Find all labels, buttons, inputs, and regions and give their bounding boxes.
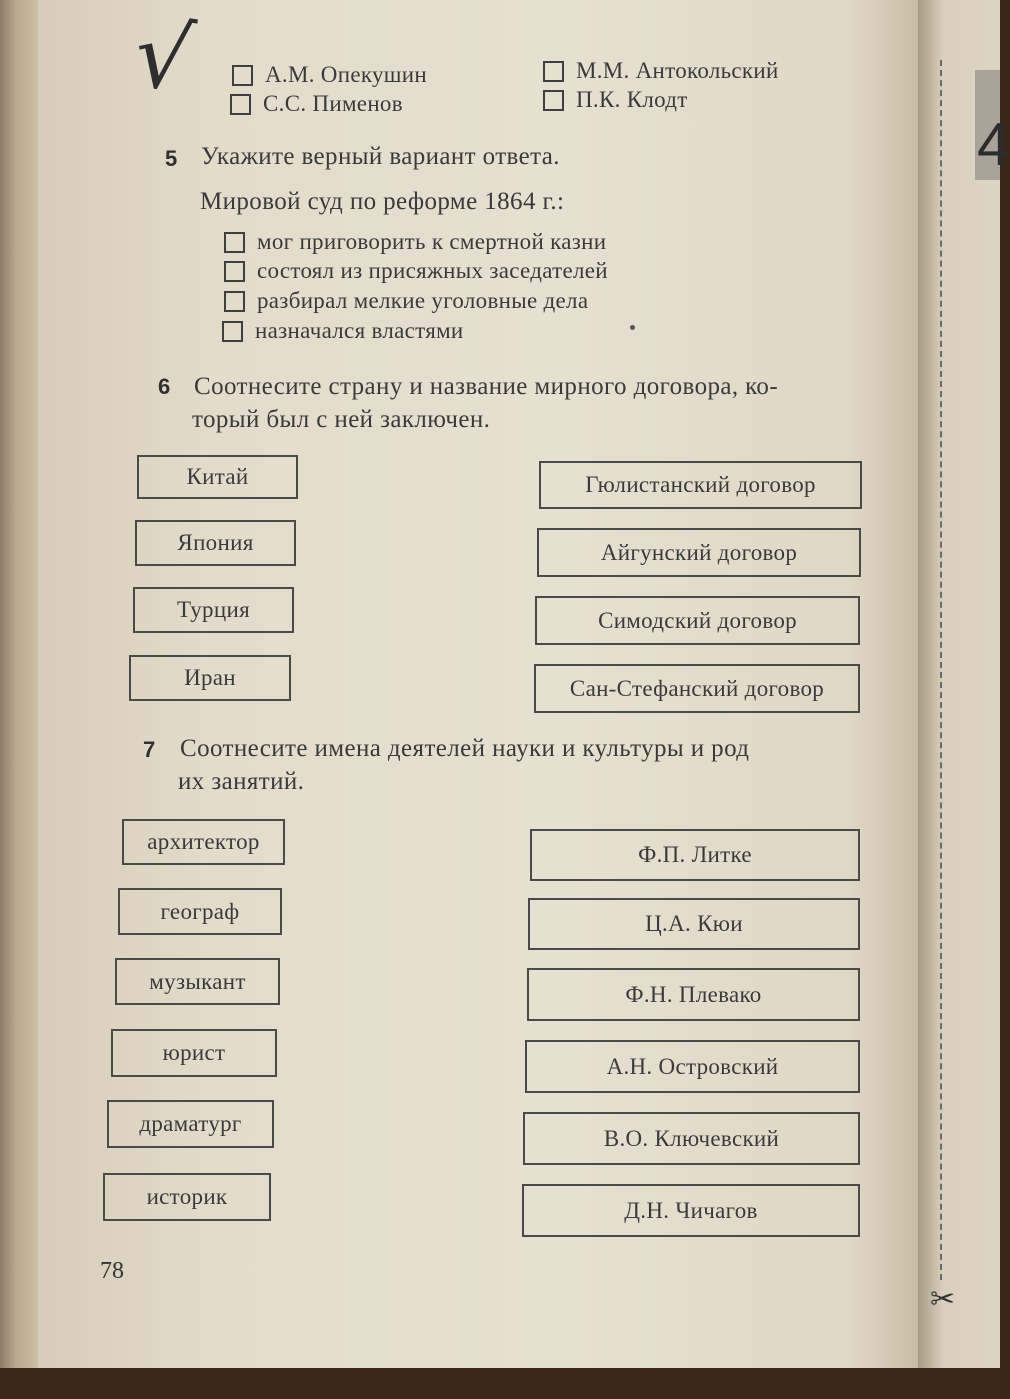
q7-occupation-box[interactable]: историк: [103, 1173, 271, 1221]
q4-option-label: А.М. Опекушин: [265, 62, 428, 87]
q6-text-line-2: торый был с ней заключен.: [192, 406, 491, 433]
q7-text-line-2: их занятий.: [178, 768, 305, 795]
q7-person-box[interactable]: Ц.А. Кюи: [528, 898, 860, 950]
q5-option-label: состоял из присяжных заседателей: [257, 258, 608, 283]
q6-treaty-box[interactable]: Симодский договор: [535, 596, 860, 645]
checkbox[interactable]: [543, 90, 564, 111]
q7-person-box[interactable]: Ф.Н. Плевако: [527, 968, 860, 1021]
q7-person-box[interactable]: Д.Н. Чичагов: [522, 1184, 860, 1237]
q6-country-box[interactable]: Турция: [133, 587, 294, 633]
q5-option-2[interactable]: [224, 258, 608, 284]
checkbox[interactable]: [543, 61, 564, 82]
q7-occupation-box[interactable]: юрист: [111, 1029, 277, 1077]
q4-option-label: М.М. Антокольский: [576, 58, 779, 83]
q6-treaty-box[interactable]: Айгунский договор: [537, 528, 861, 577]
q5-option-1[interactable]: [224, 229, 606, 255]
q4-option-label: П.К. Клодт: [576, 87, 688, 112]
q4-option-3[interactable]: [543, 58, 779, 84]
q5-option-3[interactable]: [224, 288, 588, 314]
checkbox[interactable]: [224, 261, 245, 282]
q5-option-label: разбирал мелкие уголовные дела: [257, 288, 589, 313]
checkbox[interactable]: [224, 232, 245, 253]
page-number: 78: [100, 1258, 124, 1284]
q7-occupation-box[interactable]: архитектор: [122, 819, 285, 865]
q4-option-2[interactable]: [230, 91, 403, 117]
q6-treaty-box[interactable]: Гюлистанский договор: [539, 461, 862, 509]
q7-occupation-box[interactable]: драматург: [107, 1100, 274, 1148]
q4-option-1[interactable]: [232, 62, 427, 88]
q5-instruction: Укажите верный вариант ответа.: [201, 143, 560, 170]
q6-country-box[interactable]: Япония: [135, 520, 296, 566]
checkbox[interactable]: [230, 94, 251, 115]
q7-occupation-box[interactable]: географ: [118, 888, 282, 935]
checkbox[interactable]: [222, 321, 243, 342]
facing-page-edge: [918, 0, 1000, 1368]
question-number: 6: [158, 374, 171, 399]
q6-text-line-1: Соотнесите страну и название мирного договора, ко-: [194, 373, 779, 400]
checkbox[interactable]: [224, 291, 245, 312]
ink-dot: [630, 325, 635, 330]
q6-treaty-box[interactable]: Сан-Стефанский договор: [534, 664, 860, 713]
q5-option-4[interactable]: [222, 318, 464, 344]
q5-option-label: назначался властями: [255, 318, 464, 343]
q7-person-box[interactable]: В.О. Ключевский: [523, 1112, 860, 1165]
checkmark-icon: √: [127, 1, 200, 114]
checkbox[interactable]: [232, 65, 253, 86]
question-number: 5: [165, 146, 178, 171]
q7-occupation-box[interactable]: музыкант: [115, 958, 280, 1005]
q6-country-box[interactable]: Китай: [137, 455, 298, 499]
q5-option-label: мог приговорить к смертной казни: [257, 229, 607, 254]
q7-person-box[interactable]: Ф.П. Литке: [530, 829, 860, 881]
q7-person-box[interactable]: А.Н. Островский: [525, 1040, 860, 1093]
q6-country-box[interactable]: Иран: [129, 655, 291, 701]
q4-option-4[interactable]: [543, 87, 688, 113]
desk-surface: [0, 1368, 1000, 1399]
question-number: 7: [143, 737, 156, 762]
section-tab: 4: [975, 70, 1000, 180]
page-stack-edge: [0, 0, 40, 1399]
cut-line: [940, 60, 942, 1280]
q5-stem: Мировой суд по реформе 1864 г.:: [200, 188, 565, 215]
q7-text-line-1: Соотнесите имена деятелей науки и культуры и род: [180, 735, 750, 762]
scissors-icon: ✂: [930, 1282, 956, 1317]
q4-option-label: С.С. Пименов: [263, 91, 403, 116]
